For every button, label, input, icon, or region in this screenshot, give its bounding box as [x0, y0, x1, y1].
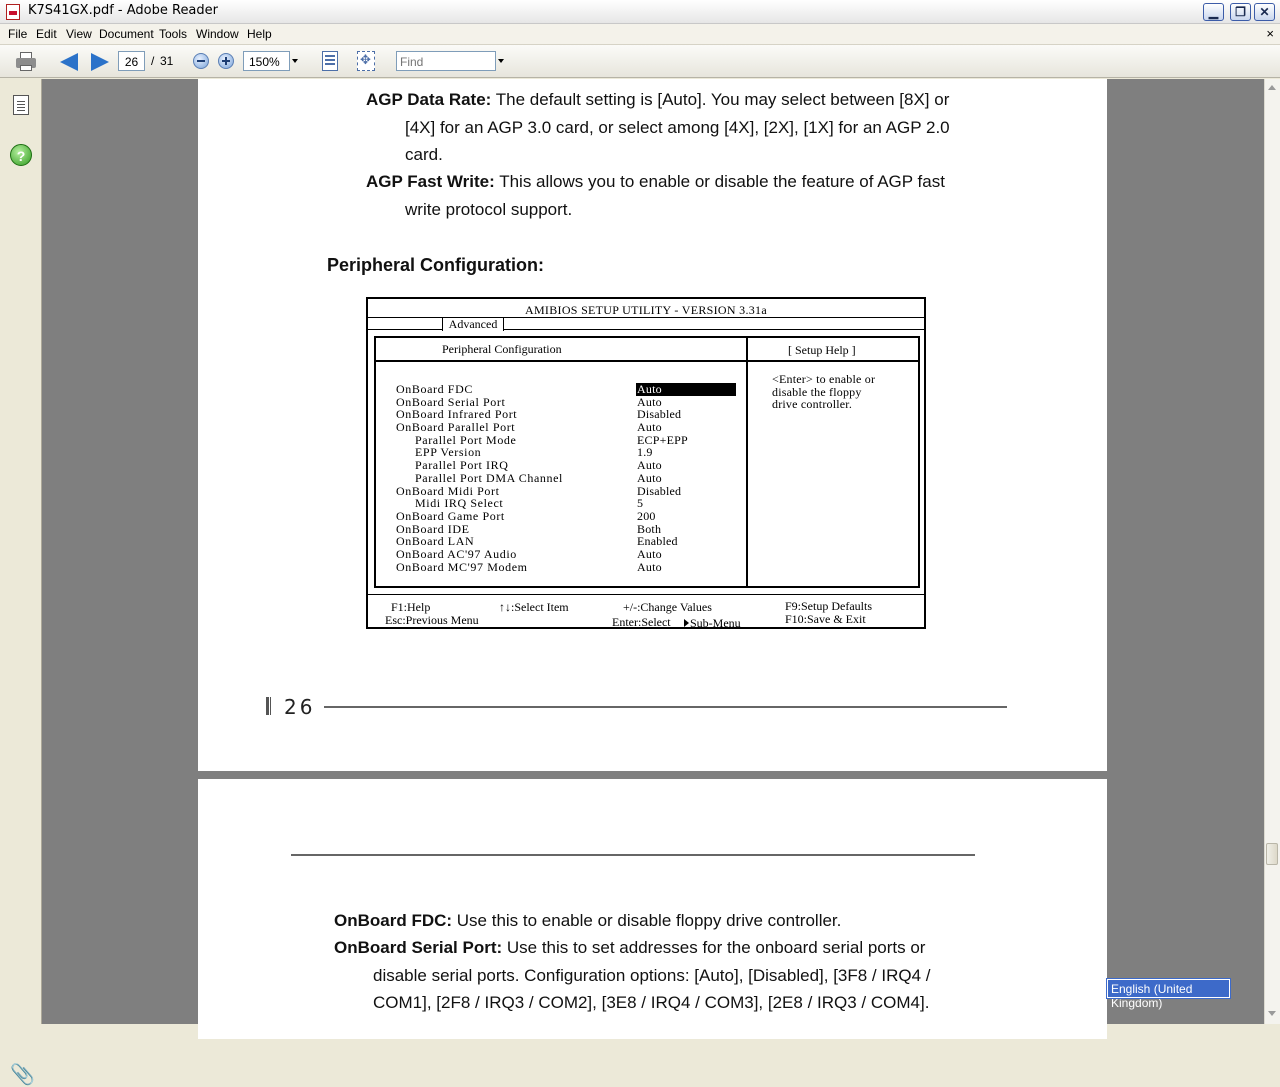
key-hint: F1:Help	[391, 600, 431, 614]
bios-setting-label: OnBoard MC'97 Modem	[396, 559, 528, 574]
bios-setting-row	[396, 510, 746, 523]
bios-setting-row	[396, 497, 746, 510]
term-label: AGP Data Rate:	[366, 90, 492, 109]
bios-setting-row	[396, 548, 746, 561]
footer-rule	[324, 706, 1007, 708]
bios-help-text	[772, 373, 912, 411]
fit-width-icon[interactable]	[357, 51, 375, 71]
key-hint: +/-:Change Values	[623, 600, 712, 614]
next-page-icon[interactable]	[89, 51, 111, 73]
zoom-in-icon[interactable]	[218, 53, 234, 69]
section-title: Peripheral Configuration:	[327, 255, 545, 275]
bios-setting-value: Both	[637, 521, 662, 536]
paragraph-agp-data-rate	[366, 86, 1016, 169]
paragraph-line: Use this to set addresses for the onboard serial ports or	[502, 938, 926, 957]
menu-window[interactable]: Window	[196, 27, 239, 41]
menu-help[interactable]: Help	[247, 27, 272, 41]
help-line: <Enter> to enable or	[772, 372, 876, 386]
bios-setting-label: OnBoard FDC	[396, 382, 473, 396]
bios-help-header: [ Setup Help ]	[788, 343, 856, 357]
bios-setting-label: OnBoard AC'97 Audio	[396, 546, 517, 561]
window-title: K7S41GX.pdf - Adobe Reader	[28, 3, 218, 18]
menu-edit[interactable]: Edit	[36, 27, 57, 41]
pdf-file-icon	[6, 4, 20, 20]
key-hint: F9:Setup Defaults	[785, 599, 872, 613]
bios-setting-row	[396, 383, 746, 396]
divider	[746, 338, 748, 586]
bios-setting-label: OnBoard Parallel Port	[396, 420, 516, 435]
help-icon[interactable]: ?	[10, 144, 32, 166]
menu-tools[interactable]: Tools	[159, 27, 188, 41]
print-icon[interactable]	[15, 51, 37, 73]
page-number-mark	[266, 697, 269, 715]
fit-page-icon[interactable]	[322, 51, 338, 71]
bios-setting-label: EPP Version	[415, 445, 482, 460]
bios-setting-label: OnBoard Game Port	[396, 508, 505, 523]
bios-setting-label: OnBoard LAN	[396, 534, 475, 549]
find-input[interactable]	[396, 51, 496, 71]
page-total: 31	[160, 54, 174, 68]
bios-setting-value: Auto	[637, 458, 662, 473]
navigation-pane	[0, 79, 42, 1086]
key-hint: Enter:Select	[612, 615, 671, 629]
paragraph-line: disable serial ports. Configuration options: [Auto], [Disabled], [3F8 / IRQ4 /	[373, 965, 931, 985]
page-number-mark	[270, 697, 271, 715]
header-rule	[291, 854, 975, 856]
minimize-button[interactable]: ▁	[1203, 3, 1224, 21]
help-line: disable the floppy	[772, 384, 862, 399]
paragraph-line: card.	[405, 145, 443, 164]
page-separator: /	[151, 54, 155, 68]
attachment-icon[interactable]: 📎	[10, 1064, 35, 1086]
toolbar	[0, 45, 1280, 78]
term-label: OnBoard FDC:	[334, 911, 453, 930]
page-number: 26	[284, 695, 316, 719]
bios-setting-value: Auto	[637, 394, 662, 409]
bios-setting-label: OnBoard Infrared Port	[396, 407, 518, 422]
bios-section-title: Peripheral Configuration	[442, 342, 562, 356]
bios-setting-label: OnBoard IDE	[396, 521, 470, 536]
scroll-thumb[interactable]	[1266, 843, 1278, 865]
menu-file[interactable]: File	[8, 27, 28, 41]
vertical-scrollbar[interactable]	[1264, 79, 1280, 1024]
key-hint: Sub-Menu	[684, 616, 741, 631]
paragraph-onboard-serial-port	[334, 934, 1004, 1017]
bios-setting-value: Auto	[637, 420, 662, 435]
page-number-input[interactable]	[118, 51, 145, 71]
paragraph-line: COM1], [2F8 / IRQ3 / COM2], [3E8 / IRQ4 / COM3], [2E8 / IRQ3 / COM4].	[373, 993, 930, 1012]
restore-button[interactable]: ❐	[1230, 3, 1251, 21]
paragraph-line: write protocol support.	[405, 199, 573, 219]
zoom-out-icon[interactable]	[193, 53, 209, 69]
bios-setting-label: OnBoard Midi Port	[396, 483, 500, 498]
key-hint: ↑↓:Select Item	[499, 600, 569, 614]
bios-setting-value: Auto	[637, 470, 662, 485]
menu-document[interactable]: Document	[99, 27, 154, 41]
bios-setup-figure	[366, 297, 926, 629]
bios-setting-row	[396, 472, 746, 485]
bios-main-panel	[374, 336, 920, 588]
pages-panel-icon[interactable]	[13, 95, 29, 115]
bios-setting-label: Parallel Port IRQ	[415, 458, 509, 473]
language-tooltip: English (United Kingdom)	[1107, 979, 1230, 998]
bios-setting-value: Auto	[637, 559, 662, 574]
term-label: OnBoard Serial Port:	[334, 938, 503, 957]
paragraph-line: Use this to enable or disable floppy drive controller.	[452, 911, 842, 930]
previous-page-icon[interactable]	[58, 51, 80, 73]
bios-setting-value: 5	[637, 496, 644, 511]
key-hint: Esc:Previous Menu	[385, 613, 479, 627]
bios-setting-label: Midi IRQ Select	[415, 496, 504, 511]
zoom-level-input[interactable]	[243, 51, 290, 71]
bios-tab-advanced: Advanced	[442, 317, 504, 331]
divider	[368, 594, 924, 595]
bios-setting-value: Auto	[637, 546, 662, 561]
menu-bar	[0, 24, 1280, 45]
scroll-down-icon[interactable]	[1266, 1008, 1278, 1020]
bios-key-legend	[368, 596, 924, 629]
bios-setting-label: Parallel Port DMA Channel	[415, 470, 563, 485]
paragraph-agp-fast-write	[366, 168, 1016, 223]
bios-setting-label: Parallel Port Mode	[415, 432, 517, 447]
bios-setting-label: OnBoard Serial Port	[396, 394, 506, 409]
paragraph-line: This allows you to enable or disable the feature of AGP fast	[494, 172, 945, 191]
close-document-button[interactable]: ×	[1266, 26, 1274, 41]
close-button[interactable]: ✕	[1254, 3, 1275, 21]
menu-view[interactable]: View	[66, 27, 92, 41]
paragraph-line: The default setting is [Auto]. You may select between [8X] or	[491, 90, 950, 109]
bios-setting-value: Disabled	[637, 483, 682, 498]
help-line: drive controller.	[772, 397, 853, 412]
key-hint: F10:Save & Exit	[785, 612, 866, 626]
paragraph-line: [4X] for an AGP 3.0 card, or select among [4X], [2X], [1X] for an AGP 2.0	[405, 117, 950, 137]
bios-setting-value: Enabled	[637, 534, 678, 549]
zoom-dropdown-icon[interactable]	[292, 59, 298, 63]
term-label: AGP Fast Write:	[366, 172, 495, 191]
scroll-up-icon[interactable]	[1266, 82, 1278, 94]
bios-setting-value: Auto	[636, 383, 736, 396]
divider	[376, 360, 918, 362]
bios-setting-value: 200	[637, 508, 656, 523]
paragraph-onboard-fdc	[334, 907, 994, 935]
find-dropdown-icon[interactable]	[498, 59, 504, 63]
triangle-right-icon	[684, 619, 689, 627]
bios-settings-list	[396, 383, 746, 573]
bios-setting-row	[396, 421, 746, 434]
bios-setting-row	[396, 459, 746, 472]
bios-setting-row	[396, 561, 746, 574]
title-bar	[0, 0, 1280, 24]
bios-setting-value: ECP+EPP	[637, 432, 688, 447]
bios-title: AMIBIOS SETUP UTILITY - VERSION 3.31a	[525, 303, 767, 317]
bios-setting-value: 1.9	[637, 445, 653, 460]
bios-setting-value: Disabled	[637, 407, 682, 422]
